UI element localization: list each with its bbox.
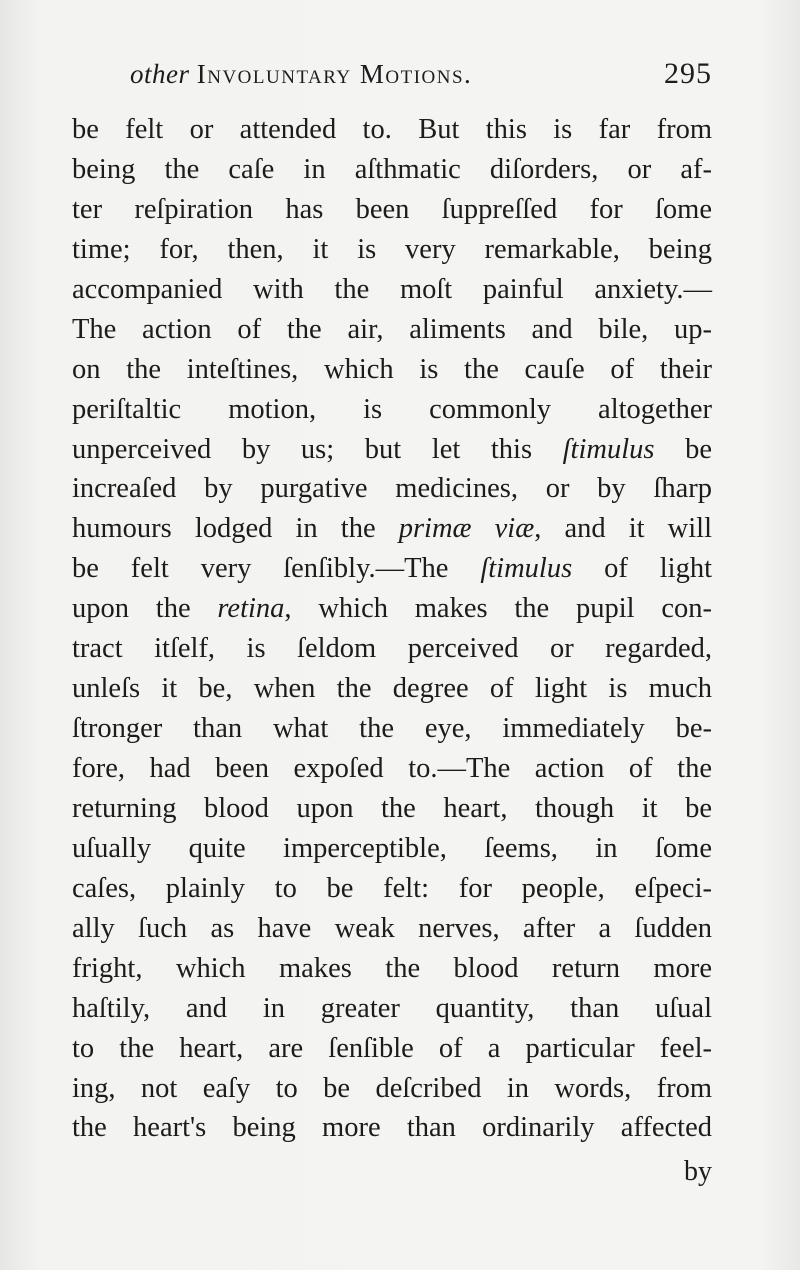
text-run: ſtronger than what the eye, immediately be-	[72, 713, 712, 745]
text-line	[72, 829, 712, 869]
text-line	[72, 390, 712, 430]
text-run: periſtaltic motion, is commonly altogether	[72, 393, 712, 425]
text-run: fore, had been expoſed to.—The action of the	[72, 753, 712, 784]
running-head-italic: other	[130, 59, 190, 89]
text-line	[72, 469, 712, 509]
text-run: , which makes the pupil con-	[284, 593, 712, 625]
text-run: caſes, plainly to be felt: for people, eſpeci-	[72, 872, 712, 904]
text-run: ing, not eaſy to be deſcribed in words, from	[72, 1072, 712, 1104]
text-line	[72, 150, 712, 190]
text-run: , and it will	[534, 513, 712, 545]
italic-text: ſtimulus	[480, 553, 573, 585]
text-line	[72, 869, 712, 909]
text-line	[72, 749, 712, 789]
text-line	[72, 789, 712, 829]
text-line	[72, 430, 712, 470]
body-text	[72, 110, 712, 1148]
text-run: time; for, then, it is very remarkable, being	[72, 233, 712, 265]
text-line	[72, 949, 712, 989]
text-run: of light	[572, 553, 712, 585]
text-run: tract itſelf, is ſeldom perceived or regarded,	[72, 633, 712, 665]
text-run: be	[654, 433, 712, 465]
italic-text: ſtimulus	[562, 433, 655, 465]
text-line	[72, 989, 712, 1029]
text-run: to the heart, are ſenſible of a particular feel-	[72, 1032, 712, 1064]
catchword: by	[684, 1156, 712, 1187]
text-line	[72, 1029, 712, 1069]
text-run: accompanied with the moſt painful anxiety.—	[72, 273, 712, 305]
text-run: uſually quite imperceptible, ſeems, in ſome	[72, 832, 712, 864]
text-line	[72, 709, 712, 749]
italic-text: retina	[217, 593, 285, 625]
text-line	[72, 350, 712, 390]
page-number: 295	[664, 57, 712, 90]
text-run: being the caſe in aſthmatic diſorders, or af-	[72, 153, 712, 185]
text-line	[72, 669, 712, 709]
text-run: on the inteſtines, which is the cauſe of their	[72, 353, 712, 385]
text-line	[72, 1069, 712, 1109]
text-run: the heart's being more than ordinarily affected	[72, 1112, 712, 1144]
text-run: be felt very ſenſibly.—The	[72, 553, 481, 585]
text-run: upon the	[72, 593, 218, 625]
text-run: increaſed by purgative medicines, or by ſharp	[72, 473, 712, 505]
text-run: fright, which makes the blood return more	[72, 952, 712, 984]
text-run: ter reſpiration has been ſuppreſſed for ſome	[72, 193, 712, 225]
text-line	[72, 230, 712, 270]
text-run: ally ſuch as have weak nerves, after a ſudden	[72, 912, 712, 944]
italic-text: primæ viæ	[398, 513, 535, 545]
text-run: humours lodged in the	[72, 513, 399, 545]
text-line	[72, 1108, 712, 1148]
text-line	[72, 110, 712, 150]
text-run: returning blood upon the heart, though it be	[72, 792, 712, 824]
text-line	[72, 270, 712, 310]
text-line	[72, 310, 712, 350]
text-line	[72, 629, 712, 669]
running-head	[130, 52, 472, 96]
text-run: haſtily, and in greater quantity, than uſual	[72, 992, 712, 1024]
page-header	[72, 52, 712, 96]
running-head-title: Involuntary Motions.	[196, 59, 473, 89]
text-line	[72, 589, 712, 629]
text-line	[72, 509, 712, 549]
text-line	[72, 909, 712, 949]
text-run: unperceived by us; but let this	[72, 433, 563, 465]
text-run: be felt or attended to. But this is far from	[72, 114, 712, 145]
text-line	[72, 549, 712, 589]
text-run: The action of the air, aliments and bile, up-	[72, 313, 712, 345]
text-run: unleſs it be, when the degree of light is much	[72, 673, 712, 705]
text-line	[72, 190, 712, 230]
